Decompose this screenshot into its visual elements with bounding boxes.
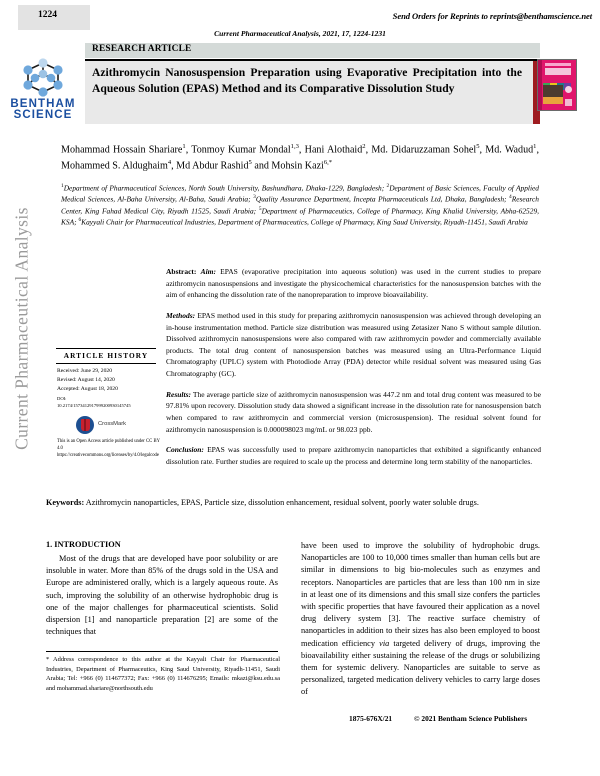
hexagonal-molecule-icon bbox=[4, 58, 82, 98]
keywords-block bbox=[46, 497, 540, 509]
crossmark-label: CrossMark bbox=[98, 421, 127, 427]
abstract-results-label: Results: bbox=[166, 389, 192, 399]
cover-circle-mark bbox=[565, 86, 572, 93]
revised-date: Revised: August 14, 2020 bbox=[57, 377, 115, 384]
abstract-results-text: The average particle size of azithromycin nanosuspension was 447.2 nm and total drug content was measured to be 97.81% upon recovery. Dissolution study data showed a significant increase in the dissolution rate for nanosuspension batch when compared to raw azithromycin and commercial version (microsuspension). The residual solvent found for azithromycin nanosuspension is 0.000098023 mg/mL or 98.023 ppb. bbox=[166, 389, 541, 434]
page-number: 1224 bbox=[38, 10, 57, 20]
accepted-date: Accepted: August 18, 2020 bbox=[57, 386, 118, 393]
cover-bottom-mark bbox=[565, 99, 572, 106]
abstract-conclusion-text: EPAS was successfully used to prepare azithromycin nanoparticles that exhibited a significantly enhanced dissolution rate. Further studies are required to scale up the process and determine long term stability of the nanoparticles. bbox=[166, 445, 541, 466]
cover-spine bbox=[538, 60, 542, 110]
abstract-results bbox=[166, 389, 541, 436]
article-type-label: RESEARCH ARTICLE bbox=[92, 44, 192, 54]
abstract-aim-label: Aim: bbox=[200, 267, 217, 276]
intro-paragraph-left: Most of the drugs that are developed have poor solubility or are insoluble in water. More than 85% of the drugs sold in the USA and Europe are administered orally, which is a largely aqueous route. As such, improving the solubility of an otherwise hydrophobic drug is one of the major challenges for pharmaceutical scientists. Solid dispersion [1] and nanoparticle preparation [2] are some of the techniques that bbox=[46, 554, 278, 637]
copyright-label: © 2021 Bentham Science Publishers bbox=[414, 714, 528, 723]
abstract-conclusion bbox=[166, 444, 541, 467]
article-history-mid-rule bbox=[56, 363, 156, 364]
abstract-methods-label: Methods: bbox=[166, 310, 196, 320]
journal-cover-thumbnail bbox=[537, 59, 577, 111]
reprints-notice: Send Orders for Reprints to reprints@benthamscience.net bbox=[392, 11, 592, 21]
crossmark-icon bbox=[76, 416, 94, 434]
author-list: Mohammad Hossain Shariare$^1$, Tonmoy Kumar Mondal$^{1,3}$, Hani Alothaid$^2$, Md. Didaruzzaman Sohel$^5$, Md. Wadud$^1$, Mohammed S. Aldughaim$^4$, Md Abdur Rashid$^5$ and Mohsin Kazi$^{6,*}$ bbox=[61, 143, 539, 172]
issn-label: 1875-676X/21 bbox=[349, 714, 393, 723]
abstract-conclusion-label: Conclusion: bbox=[166, 445, 204, 455]
cover-header-strip bbox=[545, 63, 571, 66]
cover-photo-lower bbox=[543, 97, 563, 104]
page-title: Azithromycin Nanosuspension Preparation using Evaporative Precipitation into the Aqueous Solution (EPAS) Method and its Comparative Dissolution Study bbox=[92, 66, 522, 95]
doi-block bbox=[57, 396, 160, 409]
section-heading-introduction: 1. INTRODUCTION bbox=[46, 540, 121, 549]
vertical-journal-title: Current Pharmaceutical Analysis bbox=[11, 207, 32, 450]
article-history-top-rule bbox=[56, 348, 156, 349]
article-history-dates bbox=[57, 367, 157, 394]
journal-citation-line bbox=[0, 29, 600, 38]
license-text: This is an Open Access article published under CC BY 4.0 https://creativecommons.org/licenses/by/4.0/legalcode bbox=[57, 439, 160, 459]
doi-label: DOI: bbox=[57, 396, 67, 401]
doi-value[interactable]: 10.2174/1573412917999200930145745 bbox=[57, 402, 131, 408]
footnote-rule bbox=[46, 651, 278, 652]
journal-volume-pages: 2021, 17, 1224-1231 bbox=[320, 29, 386, 38]
affiliation-list: $^1$Department of Pharmaceutical Sciences, North South University, Bashundhara, Dhaka-1229, Bangladesh; $^2$Department of Basic Sciences, Faculty of Applied Medical Sciences, Al-Baha University, Al-Baha, Saudi Arabia; $^3$Quality Assurance Department, Incepta Pharmaceuticals Ltd, Dhaka, Bangladesh; $^4$Research Center, King Fahad Medical City, Riyadh 11525, Saudi Arabia; $^5$Department of Pharmaceutics, College of Pharmacy, King Khalid University, Abha-62529, KSA; $^6$Kayyali Chair for Pharmaceutical Industries, Department of Pharmaceutics, College of Pharmacy, King Saud University, Riyadh-11451, Saudi Arabia bbox=[61, 183, 539, 227]
abstract-methods bbox=[166, 310, 541, 380]
cover-title-strip bbox=[545, 68, 571, 75]
intro-paragraph-right-part2: targeted delivery of drugs, improving the bioavailability either sustaining the release of the drugs or solubilizing them for systemic delivery. Nanoparticles are suitable to serve as personalized, targeted medication delivery vehicles to carry large doses of bbox=[301, 638, 540, 697]
keywords-text: Azithromycin nanoparticles, EPAS, Particle size, dissolution enhancement, residual solvent, poorly water soluble drugs. bbox=[84, 498, 479, 507]
received-date: Received: June 29, 2020 bbox=[57, 368, 112, 374]
abstract-block bbox=[166, 266, 541, 476]
abstract-aim bbox=[166, 266, 541, 301]
cover-color-strip bbox=[543, 77, 574, 84]
body-column-right bbox=[301, 540, 540, 698]
abstract-methods-text: EPAS method used in this study for preparing azithromycin nanosuspension was achieved through developing an in-house instrumentation method. Particle size distribution was measured using Zetasizer Nano S without sample dilution. Dissolved azithromycin nanosuspensions were also compared with raw azithromycin powder and commercially available products. The total drug content of nanosuspension batches was measured using an Ultra-Performance Liquid Chromatography (UPLC) system with Photodiode Array (PDA) detector while residual solvent was measured using Gas Chromatography (GC). bbox=[166, 310, 541, 378]
keywords-label: Keywords: bbox=[46, 498, 85, 507]
article-history-heading: ARTICLE HISTORY bbox=[63, 351, 149, 360]
intro-paragraph-right-part1: have been used to improve the solubility of hydrophobic drugs. Nanoparticles are 100 to 10,000 times smaller than human cells but are similar in dimensions to big bio-molecules such as enzymes and receptors. Nanoparticles are particles that are less than 100 nm in size in at least one of its dimensions and this small size confers the particles with specific properties that have favoured their application as a novel drug delivery system [3]. The reactive surface chemistry of nanoparticles in addition to their sizes has also been employed to boost medication efficiency bbox=[301, 541, 540, 648]
correspondence-footnote: * Address correspondence to this author at the Kayyali Chair for Pharmaceutical Industries, Department of Pharmaceutics, King Saud University, Riyadh-11451, Saudi Arabia; Tel: +966 (0) 114677372; Fax: +966 (0) 114676295; Emails: mkazi@ksu.edu.sa and mohammad.shariare@northsouth.edu bbox=[46, 656, 280, 692]
bentham-science-logo bbox=[4, 58, 82, 124]
intro-italic-via: via bbox=[379, 638, 390, 648]
crossmark-badge[interactable] bbox=[76, 416, 144, 435]
abstract-aim-text: EPAS (evaporative precipitation into aqueous solution) was used in the current studies to prepare azithromycin nanosuspensions and investigate the physicochemical characteristics for the nanosuspension batches with the aim of enhancing the dissolution rate of the nanopreparation to improve bioavailability. bbox=[166, 267, 541, 300]
logo-text-science: SCIENCE bbox=[13, 109, 73, 121]
journal-name: Current Pharmaceutical Analysis, bbox=[214, 29, 321, 38]
body-column-left bbox=[46, 553, 278, 638]
cover-photo-upper bbox=[543, 85, 563, 97]
abstract-label: Abstract: bbox=[166, 267, 197, 276]
logo-text-bentham: BENTHAM bbox=[10, 98, 76, 110]
